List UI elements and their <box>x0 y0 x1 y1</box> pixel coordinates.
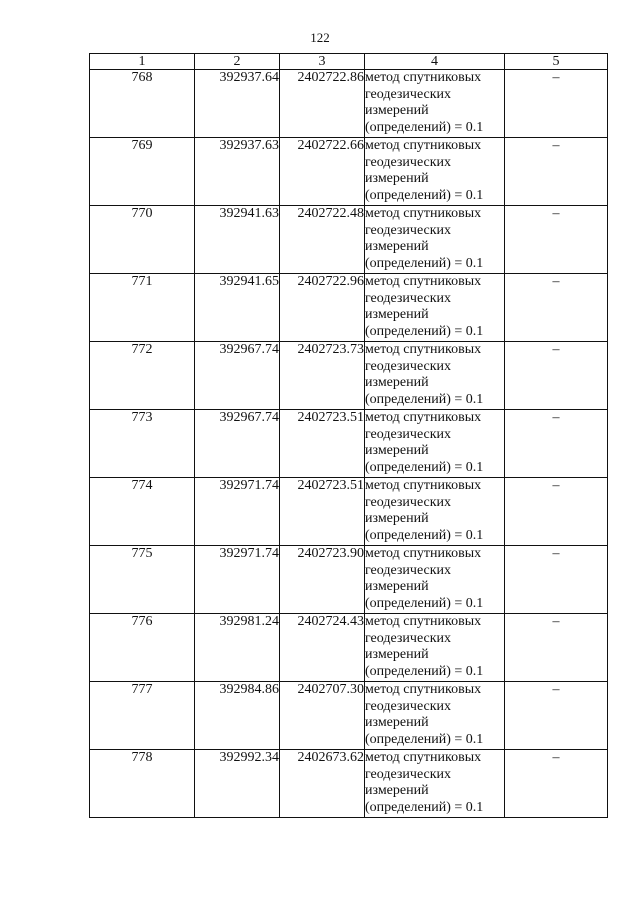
method-text-line: (определений) = 0.1 <box>365 663 484 679</box>
x-coordinate-cell: 392941.63 <box>195 206 280 274</box>
point-number-cell: 773 <box>90 410 195 478</box>
y-coordinate-cell: 2402722.66 <box>280 138 365 206</box>
method-text-line: геодезических <box>365 766 452 782</box>
method-text-line: метод спутниковых <box>365 70 482 85</box>
note-cell: – <box>505 682 608 750</box>
table-row <box>90 206 608 274</box>
method-text-line: метод спутниковых <box>365 478 482 493</box>
method-text-line: метод спутниковых <box>365 410 482 425</box>
note-cell: – <box>505 70 608 138</box>
point-number-cell: 769 <box>90 138 195 206</box>
method-text-line: геодезических <box>365 154 452 170</box>
method-cell <box>365 750 505 818</box>
method-text-line: геодезических <box>365 222 452 238</box>
method-text-line: геодезических <box>365 290 452 306</box>
method-text-line: метод спутниковых <box>365 138 482 153</box>
table-row <box>90 274 608 342</box>
header-cell-5: 5 <box>505 54 608 70</box>
point-number-cell: 778 <box>90 750 195 818</box>
header-cell-1: 1 <box>90 54 195 70</box>
x-coordinate-cell: 392937.64 <box>195 70 280 138</box>
method-cell <box>365 614 505 682</box>
point-number-cell: 774 <box>90 478 195 546</box>
table-row <box>90 138 608 206</box>
method-text-line: (определений) = 0.1 <box>365 323 484 339</box>
table-body <box>90 70 608 818</box>
method-text-line: геодезических <box>365 494 452 510</box>
y-coordinate-cell: 2402707.30 <box>280 682 365 750</box>
method-text-line: геодезических <box>365 562 452 578</box>
method-text-line: измерений <box>365 307 429 322</box>
method-text-line: измерений <box>365 783 429 798</box>
method-text-line: метод спутниковых <box>365 614 482 629</box>
x-coordinate-cell: 392967.74 <box>195 410 280 478</box>
point-number-cell: 768 <box>90 70 195 138</box>
table-header <box>90 54 608 70</box>
x-coordinate-cell: 392967.74 <box>195 342 280 410</box>
note-cell: – <box>505 206 608 274</box>
table-row <box>90 682 608 750</box>
method-text-line: метод спутниковых <box>365 546 482 561</box>
method-cell <box>365 682 505 750</box>
note-cell: – <box>505 138 608 206</box>
method-text-line: (определений) = 0.1 <box>365 459 484 475</box>
method-text-line: измерений <box>365 647 429 662</box>
method-cell <box>365 478 505 546</box>
method-cell <box>365 274 505 342</box>
method-text-line: метод спутниковых <box>365 206 482 221</box>
table-row <box>90 478 608 546</box>
x-coordinate-cell: 392941.65 <box>195 274 280 342</box>
y-coordinate-cell: 2402722.48 <box>280 206 365 274</box>
note-cell: – <box>505 546 608 614</box>
note-cell: – <box>505 342 608 410</box>
header-cell-3: 3 <box>280 54 365 70</box>
coordinates-table <box>89 53 608 818</box>
method-text-line: метод спутниковых <box>365 342 482 357</box>
method-cell <box>365 342 505 410</box>
point-number-cell: 775 <box>90 546 195 614</box>
method-text-line: (определений) = 0.1 <box>365 527 484 543</box>
y-coordinate-cell: 2402722.86 <box>280 70 365 138</box>
method-text-line: измерений <box>365 579 429 594</box>
y-coordinate-cell: 2402722.96 <box>280 274 365 342</box>
method-text-line: (определений) = 0.1 <box>365 391 484 407</box>
method-text-line: метод спутниковых <box>365 274 482 289</box>
point-number-cell: 771 <box>90 274 195 342</box>
table-row <box>90 342 608 410</box>
note-cell: – <box>505 614 608 682</box>
y-coordinate-cell: 2402723.90 <box>280 546 365 614</box>
y-coordinate-cell: 2402723.51 <box>280 410 365 478</box>
method-text-line: (определений) = 0.1 <box>365 595 484 611</box>
point-number-cell: 770 <box>90 206 195 274</box>
header-cell-2: 2 <box>195 54 280 70</box>
header-row <box>90 54 608 70</box>
x-coordinate-cell: 392981.24 <box>195 614 280 682</box>
table-row <box>90 410 608 478</box>
method-text-line: измерений <box>365 171 429 186</box>
method-cell <box>365 138 505 206</box>
method-text-line: геодезических <box>365 630 452 646</box>
method-text-line: (определений) = 0.1 <box>365 187 484 203</box>
method-text-line: измерений <box>365 375 429 390</box>
method-cell <box>365 206 505 274</box>
x-coordinate-cell: 392984.86 <box>195 682 280 750</box>
method-text-line: (определений) = 0.1 <box>365 731 484 747</box>
y-coordinate-cell: 2402723.73 <box>280 342 365 410</box>
x-coordinate-cell: 392992.34 <box>195 750 280 818</box>
method-text-line: измерений <box>365 239 429 254</box>
note-cell: – <box>505 410 608 478</box>
table-row <box>90 70 608 138</box>
table-row <box>90 614 608 682</box>
y-coordinate-cell: 2402673.62 <box>280 750 365 818</box>
table-row <box>90 750 608 818</box>
x-coordinate-cell: 392971.74 <box>195 478 280 546</box>
note-cell: – <box>505 274 608 342</box>
point-number-cell: 772 <box>90 342 195 410</box>
method-cell <box>365 70 505 138</box>
point-number-cell: 777 <box>90 682 195 750</box>
page-number: 122 <box>310 30 330 45</box>
table-row <box>90 546 608 614</box>
header-cell-4: 4 <box>365 54 505 70</box>
x-coordinate-cell: 392937.63 <box>195 138 280 206</box>
y-coordinate-cell: 2402724.43 <box>280 614 365 682</box>
method-text-line: измерений <box>365 715 429 730</box>
method-text-line: (определений) = 0.1 <box>365 799 484 815</box>
method-text-line: геодезических <box>365 358 452 374</box>
method-text-line: измерений <box>365 103 429 118</box>
method-cell <box>365 546 505 614</box>
method-text-line: метод спутниковых <box>365 682 482 697</box>
method-text-line: геодезических <box>365 86 452 102</box>
method-text-line: геодезических <box>365 698 452 714</box>
method-text-line: измерений <box>365 511 429 526</box>
method-text-line: (определений) = 0.1 <box>365 119 484 135</box>
method-text-line: геодезических <box>365 426 452 442</box>
note-cell: – <box>505 478 608 546</box>
note-cell: – <box>505 750 608 818</box>
y-coordinate-cell: 2402723.51 <box>280 478 365 546</box>
method-text-line: метод спутниковых <box>365 750 482 765</box>
method-text-line: (определений) = 0.1 <box>365 255 484 271</box>
method-text-line: измерений <box>365 443 429 458</box>
point-number-cell: 776 <box>90 614 195 682</box>
method-cell <box>365 410 505 478</box>
x-coordinate-cell: 392971.74 <box>195 546 280 614</box>
